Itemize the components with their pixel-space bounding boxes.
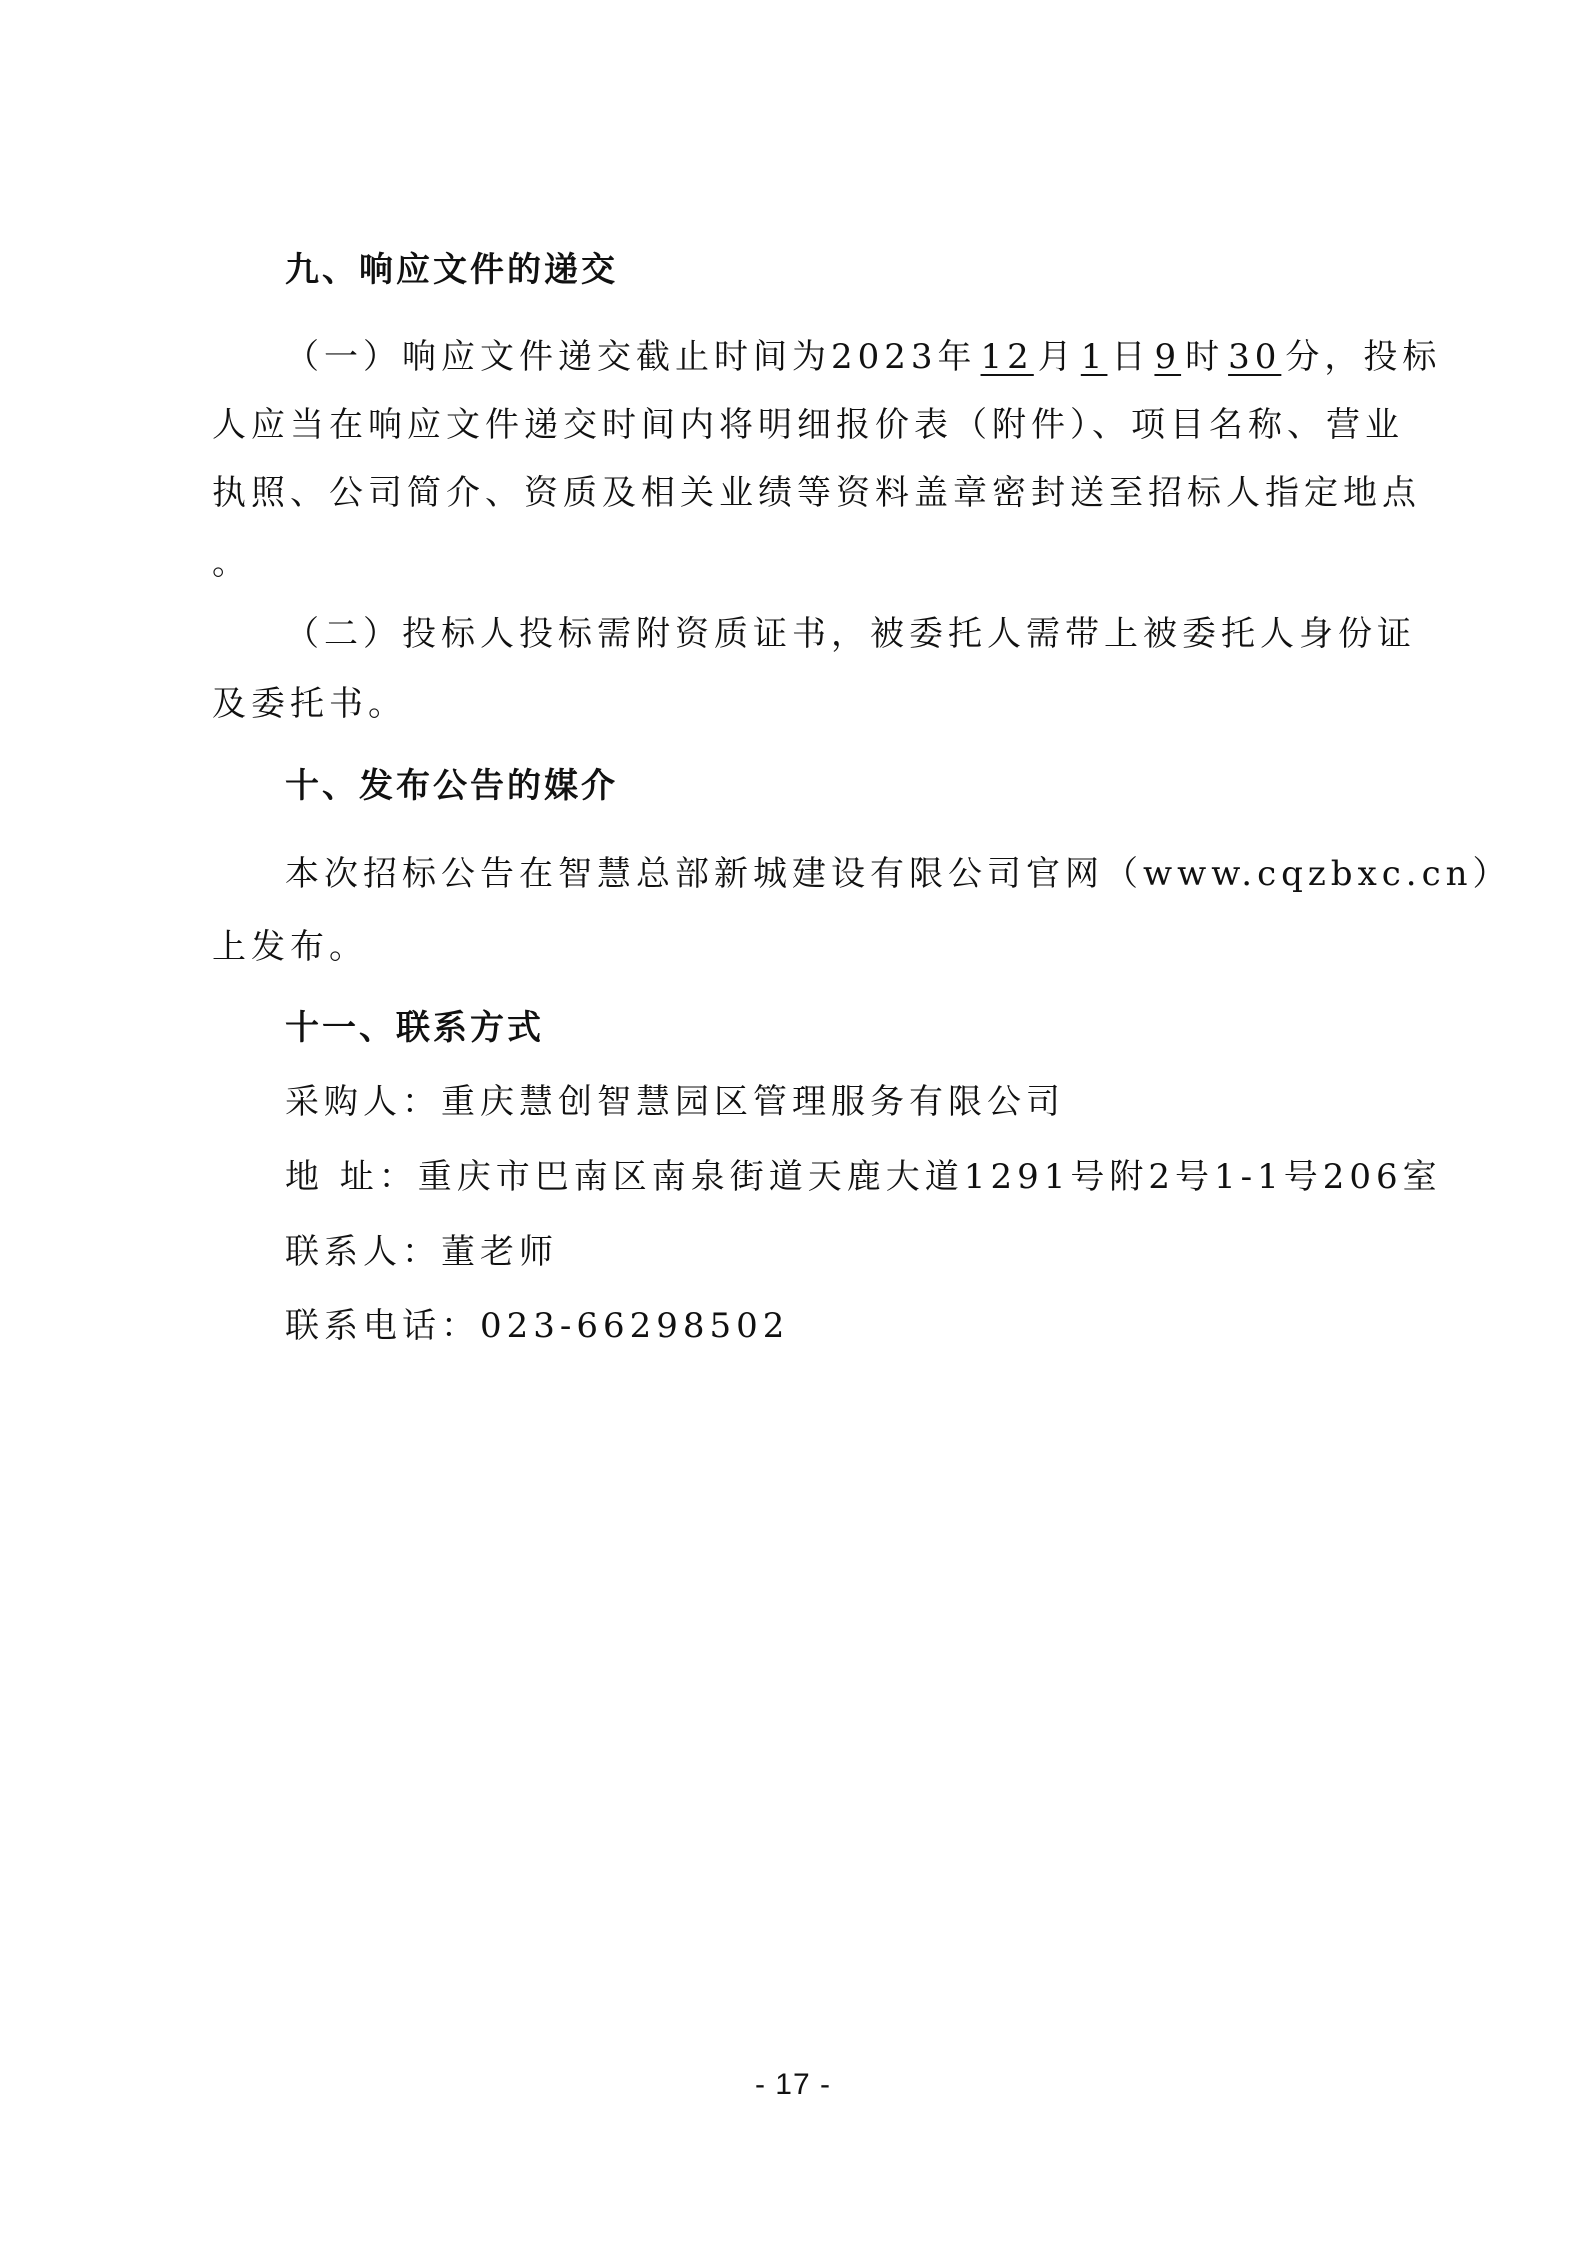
deadline-hour: 9 — [1154, 337, 1182, 377]
deadline-minute: 30 — [1228, 337, 1282, 377]
publication-text: 本次招标公告在智慧总部新城建设有限公司官网（www.cqzbxc.cn） — [285, 854, 1512, 894]
deadline-month-unit: 月 — [1037, 337, 1077, 377]
address-line: 地 址：重庆市巴南区南泉街道天鹿大道1291号附2号1-1号206室 — [285, 1157, 1442, 1197]
section-9-paragraph-1-line-4: 。 — [212, 543, 251, 583]
section-10-heading: 十、发布公告的媒介 — [285, 766, 618, 806]
purchaser-line: 采购人：重庆慧创智慧园区管理服务有限公司 — [285, 1082, 1065, 1122]
section-10-line-2: 上发布。 — [212, 927, 368, 967]
deadline-day: 1 — [1080, 337, 1108, 377]
deadline-month: 12 — [980, 337, 1034, 377]
deadline-prefix: （一）响应文件递交截止时间为2023年 — [285, 337, 977, 377]
section-10-line-1 — [285, 852, 1512, 896]
section-9-paragraph-2-line-1: （二）投标人投标需附资质证书，被委托人需带上被委托人身份证 — [285, 614, 1416, 654]
section-9-heading: 九、响应文件的递交 — [285, 250, 618, 290]
section-9-paragraph-1-line-3: 执照、公司简介、资质及相关业绩等资料盖章密封送至招标人指定地点 — [212, 473, 1421, 513]
section-11-heading: 十一、联系方式 — [285, 1008, 544, 1048]
section-9-paragraph-1-line-1 — [285, 335, 1445, 379]
section-9-paragraph-2-line-2: 及委托书。 — [212, 684, 407, 724]
contact-person-line: 联系人：董老师 — [285, 1232, 558, 1272]
phone-line: 联系电话：023-66298502 — [285, 1306, 790, 1346]
deadline-suffix: 分，投标 — [1285, 337, 1442, 377]
deadline-day-unit: 日 — [1111, 337, 1151, 377]
section-9-paragraph-1-line-2: 人应当在响应文件递交时间内将明细报价表（附件）、项目名称、营业 — [212, 405, 1404, 445]
deadline-hour-unit: 时 — [1185, 337, 1225, 377]
page-number: - 17 - — [754, 2068, 832, 2101]
